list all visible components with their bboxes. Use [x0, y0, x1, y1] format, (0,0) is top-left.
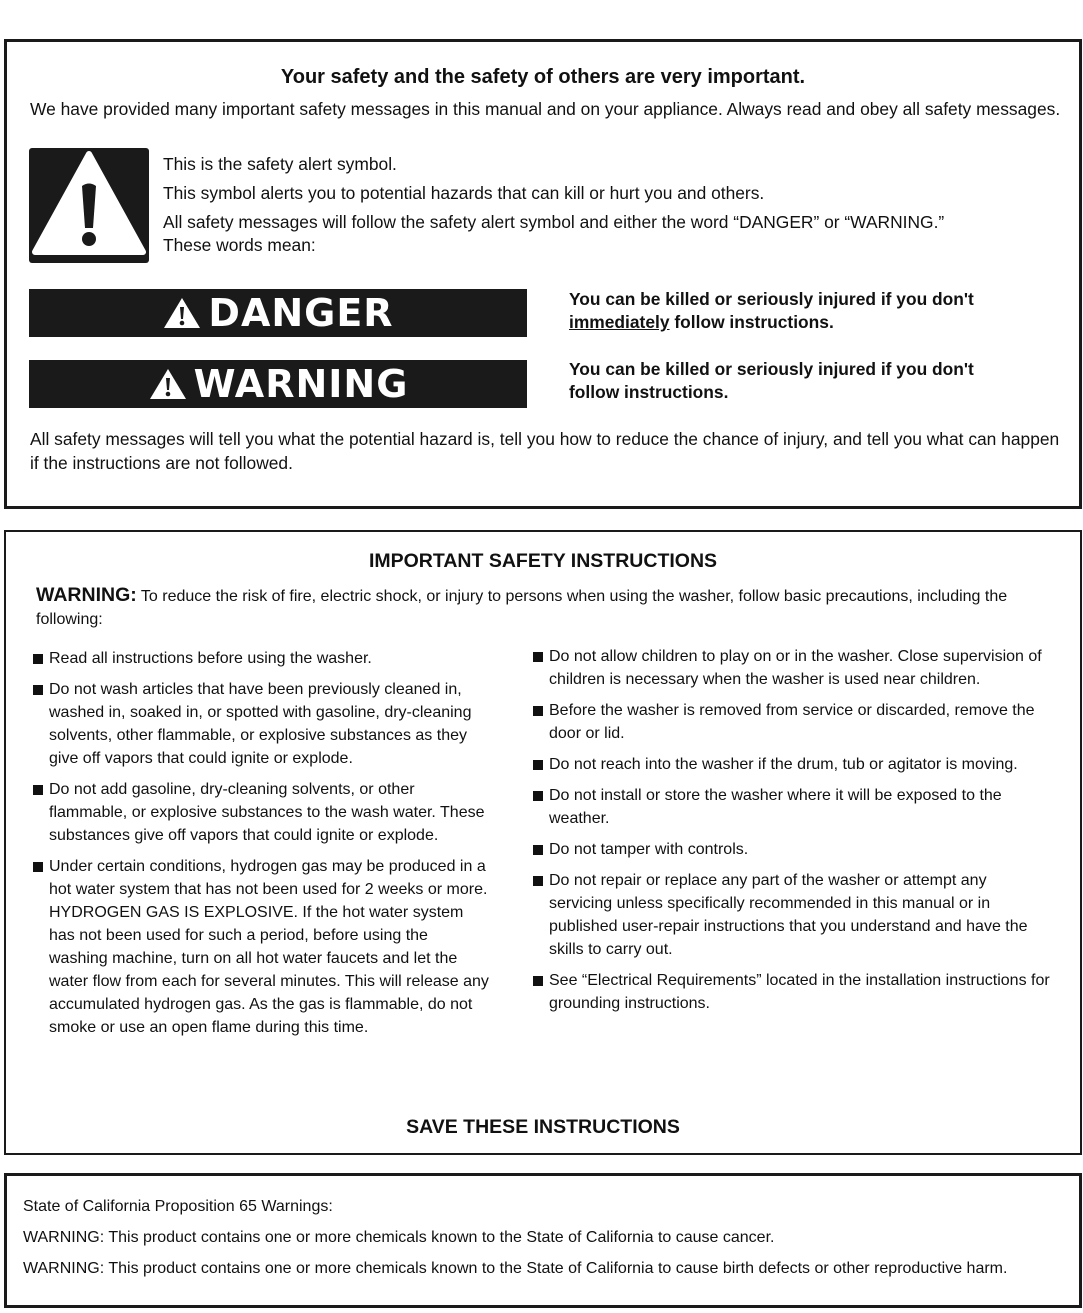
prop65-heading: State of California Proposition 65 Warnings: — [23, 1198, 333, 1215]
save-instructions-footer: SAVE THESE INSTRUCTIONS — [406, 1116, 680, 1138]
warning-description — [569, 358, 1059, 404]
prop65-box — [4, 1173, 1082, 1308]
instructions-right-column — [531, 645, 1051, 1023]
list-item: Do not tamper with controls. — [531, 838, 1051, 861]
danger-banner — [29, 289, 527, 337]
warning-label: WARNING — [193, 362, 409, 406]
list-item: Do not repair or replace any part of the washer or attempt any servicing unless specifically recommended in this manual or in published user-repair instructions that you understand and have the skills to carry out. — [531, 869, 1051, 961]
instructions-warning — [36, 584, 1046, 631]
list-item: Do not wash articles that have been previously cleaned in, washed in, soaked in, or spotted with gasoline, dry-cleaning solvents, other flammable, or explosive substances as they give off vapors that could ignite or explode. — [31, 678, 491, 770]
danger-desc-line-1: You can be killed or seriously injured if you don't — [569, 289, 974, 309]
instructions-left-column — [31, 647, 491, 1047]
safety-intro-text: We have provided many important safety messages in this manual and on your appliance. Always read and obey all safety messages. — [30, 99, 1061, 119]
danger-desc-underlined: immediately — [569, 312, 670, 332]
warning-banner — [29, 360, 527, 408]
alert-line-2: This symbol alerts you to potential hazards that can kill or hurt you and others. — [163, 183, 765, 203]
danger-desc-rest: follow instructions. — [669, 312, 834, 332]
alert-line-1: This is the safety alert symbol. — [163, 154, 397, 174]
danger-alert-icon — [162, 296, 202, 330]
warning-desc-line-1: You can be killed or seriously injured if you don't — [569, 359, 974, 379]
alert-line-3: All safety messages will follow the safety alert symbol and either the word “DANGER” or “WARNING.” These words mean: — [163, 212, 945, 255]
list-item: Do not install or store the washer where it will be exposed to the weather. — [531, 784, 1051, 830]
danger-label: DANGER — [208, 291, 394, 335]
warning-alert-icon — [148, 367, 188, 401]
list-item: Read all instructions before using the washer. — [31, 647, 491, 670]
list-item: Under certain conditions, hydrogen gas may be produced in a hot water system that has not been used for 2 weeks or more. HYDROGEN GAS IS EXPLOSIVE. If the hot water system has not been used for such a period, before using the washing machine, turn on all hot water faucets and let the water flow from each for several minutes. This will release any accumulated hydrogen gas. As the gas is flammable, do not smoke or use an open flame during this time. — [31, 855, 491, 1039]
prop65-warning-cancer: WARNING: This product contains one or more chemicals known to the State of California to cause cancer. — [23, 1229, 775, 1246]
list-item: See “Electrical Requirements” located in the installation instructions for grounding instructions. — [531, 969, 1051, 1015]
instructions-title: IMPORTANT SAFETY INSTRUCTIONS — [368, 550, 718, 572]
warning-desc-line-2: follow instructions. — [569, 382, 729, 402]
instructions-warning-label: WARNING: — [36, 584, 137, 606]
safety-intro-box — [4, 39, 1082, 509]
safety-outro-text: All safety messages will tell you what the potential hazard is, tell you how to reduce the chance of injury, and tell you what can happen if the instructions are not followed. — [30, 429, 1060, 473]
list-item: Do not add gasoline, dry-cleaning solvents, or other flammable, or explosive substances to the wash water. These substances give off vapors that could ignite or explode. — [31, 778, 491, 847]
safety-alert-icon — [29, 148, 149, 263]
instructions-warning-text: To reduce the risk of fire, electric shock, or injury to persons when using the washer, follow basic precautions, including the following: — [36, 588, 1008, 628]
prop65-warning-birth-defects: WARNING: This product contains one or more chemicals known to the State of California to cause birth defects or other reproductive harm. — [23, 1260, 1008, 1277]
safety-title: Your safety and the safety of others are very important. — [280, 66, 806, 88]
list-item: Do not reach into the washer if the drum, tub or agitator is moving. — [531, 753, 1051, 776]
danger-desc-line-2 — [569, 311, 1059, 334]
list-item: Before the washer is removed from service or discarded, remove the door or lid. — [531, 699, 1051, 745]
important-safety-instructions-box — [4, 530, 1082, 1155]
danger-description — [569, 288, 1059, 334]
list-item: Do not allow children to play on or in the washer. Close supervision of children is necessary when the washer is used near children. — [531, 645, 1051, 691]
